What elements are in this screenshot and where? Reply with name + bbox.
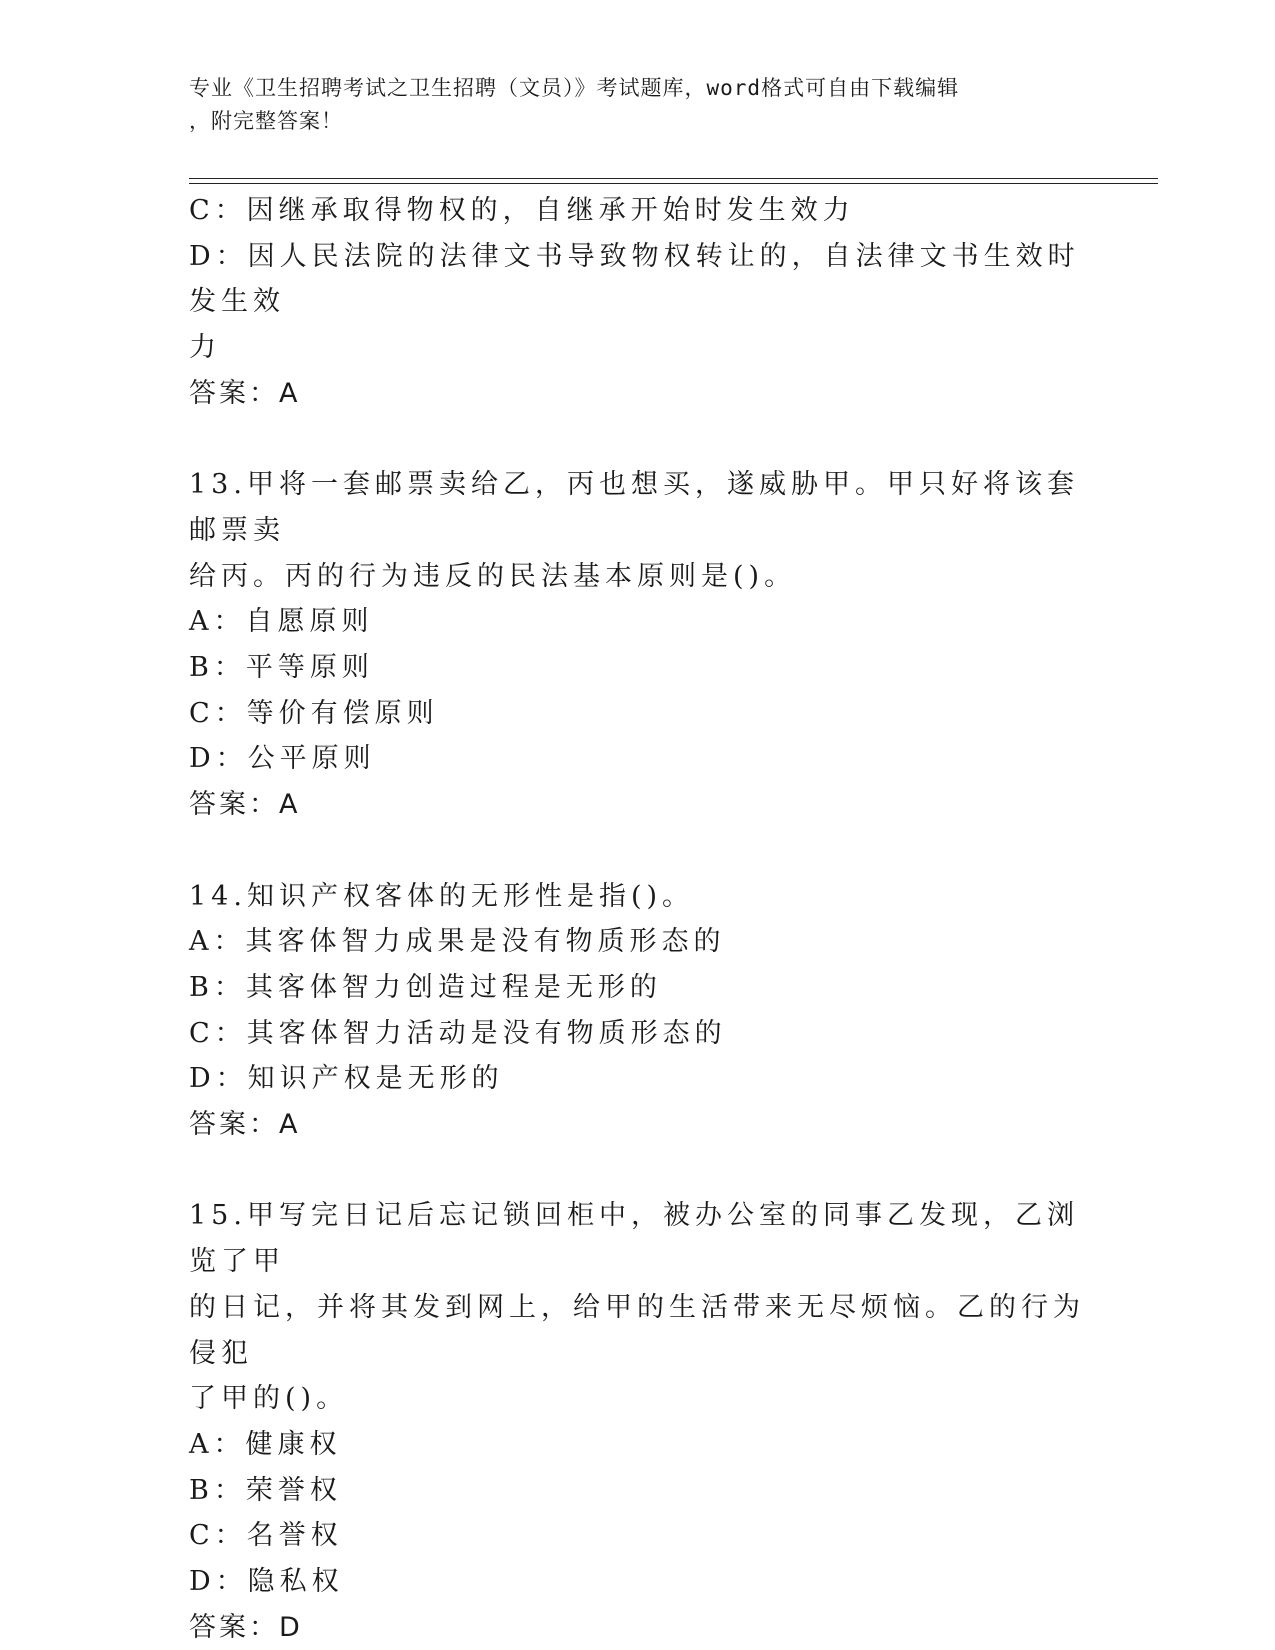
option-c: C：等价有偿原则 [189,697,439,729]
option-d: D：知识产权是无形的 [189,1063,504,1095]
question-text-line-1: 15.甲写完日记后忘记锁回柜中，被办公室的同事乙发现，乙浏览了甲 [189,1200,1079,1278]
option-c: C：其客体智力活动是没有物质形态的 [189,1017,727,1049]
option-a: A：自愿原则 [189,606,374,638]
option-b: B：荣誉权 [189,1474,342,1506]
option-d-line-1: D：因人民法院的法律文书导致物权转让的，自法律文书生效时发生效 [189,240,1080,318]
option-d: D：公平原则 [189,743,376,775]
question-13 [189,462,1089,828]
spacer [189,417,1089,463]
question-text-line-1: 13.甲将一套邮票卖给乙，丙也想买，遂威胁甲。甲只好将该套邮票卖 [189,469,1079,546]
option-c: C：名誉权 [189,1520,343,1552]
header-rule-top [189,178,1158,179]
question-14 [189,874,1089,1148]
question-12-tail [189,188,1089,417]
header-line-2: ，附完整答案！ [189,109,343,133]
question-text-line-1: 14.知识产权客体的无形性是指()。 [189,880,695,912]
answer: 答案：D [189,1611,303,1643]
option-b: B：其客体智力创造过程是无形的 [189,971,662,1003]
question-15 [189,1193,1089,1650]
option-a: A：健康权 [189,1428,342,1460]
option-d-line-2: 力 [189,332,221,364]
page-header [189,72,1099,138]
question-text-line-3: 了甲的()。 [189,1383,349,1415]
header-line-1: 专业《卫生招聘考试之卫生招聘（文员）》考试题库，word格式可自由下载编辑 [189,76,960,100]
option-a: A：其客体智力成果是没有物质形态的 [189,926,726,958]
option-b: B：平等原则 [189,652,374,684]
header-rule-bottom [189,183,1158,184]
question-text-line-2: 给丙。丙的行为违反的民法基本原则是()。 [189,560,797,592]
option-c: C：因继承取得物权的，自继承开始时发生效力 [189,195,855,226]
option-d: D：隐私权 [189,1566,344,1598]
answer: 答案：A [189,1109,301,1141]
answer: 答案：A [189,377,301,409]
question-text-line-2: 的日记，并将其发到网上，给甲的生活带来无尽烦恼。乙的行为侵犯 [189,1291,1085,1369]
question-list [189,188,1089,1650]
spacer [189,828,1089,874]
spacer [189,1148,1089,1194]
answer: 答案：A [189,789,301,821]
